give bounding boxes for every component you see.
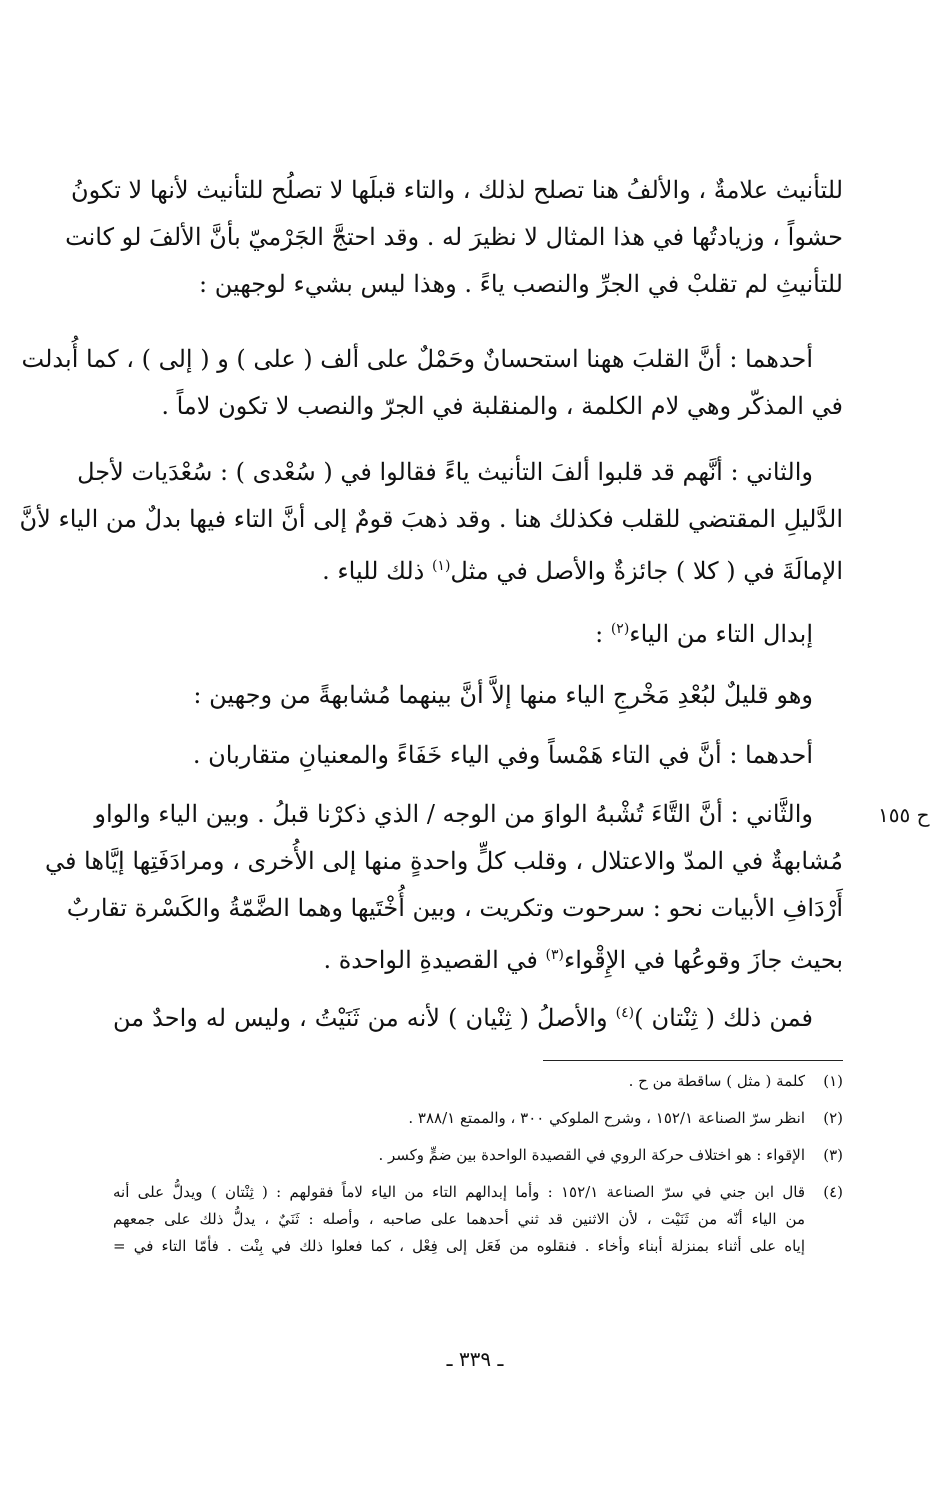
footnote-divider: [543, 1060, 843, 1061]
paragraph-2: [21, 336, 843, 430]
text-segment: الإمالَةَ في ( كلا ) جائزةٌ والأصل في مثل: [450, 557, 843, 585]
text-line: للتأنيث علامةٌ ، والألفُ هنا تصلح لذلك ، والتاء قبلَها لا تصلُح للتأنيث لأنها لا تكونُ: [70, 176, 843, 204]
footnote-number: (٢): [823, 1109, 843, 1127]
footnote-line: انظر سرّ الصناعة ١٥٢/١ ، وشرح الملوكي ٣٠٠ ، والممتع ٣٨٨/١ .: [408, 1109, 805, 1127]
footnote-line: من الياء أنّه من ثَنَيْت ، لأن الاثنين قد ثني أحدهما على صاحبه ، وأصله : ثَنَيٌ ، يدلُّ ذلك على جمعهم: [113, 1210, 805, 1228]
text-segment: فمن ذلك ( ثِنْتان ): [634, 1004, 814, 1032]
paragraph-1: [65, 167, 843, 308]
footnote-ref-4[interactable]: (٤): [615, 1005, 635, 1021]
footnote-4: [113, 1179, 843, 1260]
page-number: ـ ٣٣٩ ـ: [446, 1347, 504, 1371]
text-line: الدَّليلِ المقتضي للقلب فكذلك هنا . وقد ذهبَ قومٌ إلى أنَّ التاء فيها بدلٌ من الياء لأنَّ: [19, 505, 843, 533]
text-line: وهو قليلٌ لبُعْدِ مَخْرجِ الياء منها إلاَّ أنَّ بينهما مُشابهةً من وجهين :: [193, 681, 813, 709]
text-line: والثاني : أنَّهم قد قلبوا ألفَ التأنيث ياءً فقالوا في ( سُعْدى ) : سُعْدَيات لأجل: [77, 458, 813, 486]
footnote-body: [113, 1179, 805, 1260]
footnotes: [113, 1068, 843, 1264]
footnote-number: (١): [823, 1072, 843, 1090]
text-segment: ذلك للياء .: [322, 557, 432, 585]
footnote-line: الإقواء : هو اختلاف حركة الروي في القصيدة الواحدة بين ضمٍّ وكسر .: [378, 1146, 805, 1164]
text-line: في المذكّر وهي لام الكلمة ، والمنقلبة في الجرّ والنصب لا تكون لاماً .: [161, 392, 843, 420]
paragraph-6: [44, 791, 843, 984]
text-segment: والأصلُ ( ثِنْيان ) لأنه من ثَنَيْتُ ، وليس له واحدٌ من: [113, 1004, 616, 1032]
footnote-number: (٤): [823, 1183, 843, 1201]
footnote-1: [113, 1068, 843, 1095]
text-segment: بحيث جازَ وقوعُها في الإِقْواء: [563, 946, 843, 974]
footnote-ref-2[interactable]: (٢): [610, 621, 630, 637]
text-segment: في القصيدةِ الواحدة .: [323, 946, 546, 974]
footnote-body: [113, 1142, 805, 1169]
text-line: [113, 990, 843, 1042]
heading-text: إبدال التاء من الياء: [629, 620, 813, 648]
footnote-line: قال ابن جني في سرّ الصناعة ١٥٢/١ : وأما إبدالهم التاء من الياء لاماً فقولهم : ( ثِنْتان ) ويدلُّ على أنه: [113, 1183, 805, 1201]
footnote-3: [113, 1142, 843, 1169]
text-line: للتأنيثِ لم تقلبْ في الجرِّ والنصب ياءً . وهذا ليس بشيء لوجهين :: [198, 270, 843, 298]
paragraph-4: [193, 672, 813, 719]
footnote-line: كلمة ( مثل ) ساقطة من ح .: [628, 1072, 805, 1090]
footnote-2: [113, 1105, 843, 1132]
text-line: أَرْدَافِ الأبيات نحو : سرحوت وتكريت ، وبين أُخْتَيها وهما الضَّمّةُ والكَسْرة تقاربٌ: [66, 894, 843, 922]
text-line: أحدهما : أنَّ القلبَ ههنا استحسانٌ وحَمْلٌ على ألف ( على ) و ( إلى ) ، كما أُبدلت: [21, 345, 813, 373]
footnote-body: [113, 1105, 805, 1132]
text-line: أحدهما : أنَّ في التاء هَمْساً وفي الياء خَفَاءً والمعنيانِ متقاربان .: [192, 741, 813, 769]
footnote-body: [113, 1068, 805, 1095]
paragraph-5: [193, 732, 813, 779]
section-heading: [595, 606, 813, 658]
text-line: مُشابهةٌ في المدّ والاعتلال ، وقلب كلٍّ واحدةٍ منها إلى الأُخرى ، ومرادَفَتِها إيَّاها في: [44, 847, 843, 875]
margin-note: ح ١٥٥: [878, 803, 930, 827]
footnote-ref-3[interactable]: (٣): [545, 947, 564, 963]
paragraph-7: [113, 990, 843, 1042]
footnote-line: إياه على أثناء بمنزلة أبناء وأخاء . فنقلوه من فَعَل إلى فِعْل ، كما فعلوا ذلك في بِنْت . فأمّا التاء في =: [113, 1237, 805, 1255]
footnote-number: (٣): [823, 1146, 843, 1164]
paragraph-3: [19, 449, 843, 595]
heading-colon: :: [595, 620, 611, 648]
text-line: والثَّاني : أنَّ التَّاءَ تُشْبهُ الواوَ من الوجه / الذي ذكرْنا قبلُ . وبين الياء والواو: [94, 800, 813, 828]
text-line: [113, 932, 843, 984]
text-line: حشواً ، وزيادتُها في هذا المثال لا نظيرَ له . وقد احتجَّ الجَرْميّ بأنَّ الألفَ لو كانت: [65, 223, 843, 251]
footnote-ref-1[interactable]: (١): [431, 558, 451, 574]
text-line: [113, 543, 843, 595]
